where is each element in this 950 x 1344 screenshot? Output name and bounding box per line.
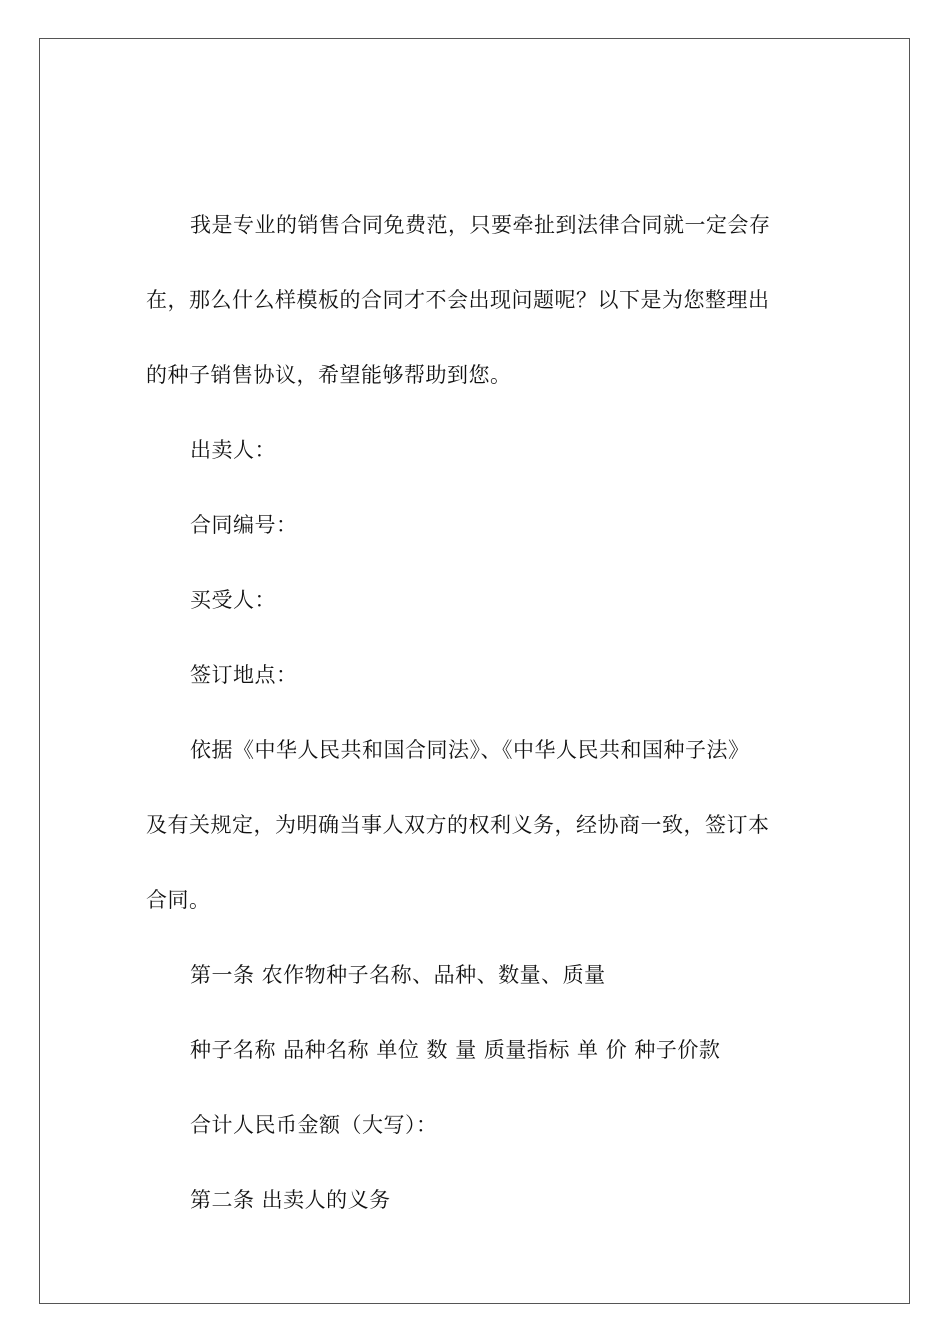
total-amount-label: 合计人民币金额（大写）：: [190, 1113, 438, 1137]
paragraph-intro-line-1: 我是专业的销售合同免费范，只要牵扯到法律合同就一定会存: [190, 213, 771, 237]
document-body: [146, 188, 796, 1238]
seller-field-label: 出卖人：: [190, 438, 276, 462]
paragraph-intro-line-2: 在，那么什么样模板的合同才不会出现问题呢？以下是为您整理出: [146, 288, 770, 312]
legal-basis-line-1: 依据《中华人民共和国合同法》、《中华人民共和国种子法》: [190, 738, 750, 762]
paragraph-intro-line-3: 的种子销售协议，希望能够帮助到您。: [146, 363, 512, 387]
legal-basis-line-2: 及有关规定，为明确当事人双方的权利义务，经协商一致，签订本: [146, 813, 770, 837]
seed-table-header: 种子名称 品种名称 单位 数 量 质量指标 单 价 种子价款: [190, 1038, 721, 1062]
legal-basis-line-3: 合同。: [146, 888, 211, 912]
article-2-heading: 第二条 出卖人的义务: [190, 1188, 391, 1212]
article-1-heading: 第一条 农作物种子名称、品种、数量、质量: [190, 963, 606, 987]
signing-place-label: 签订地点：: [190, 663, 298, 687]
contract-number-label: 合同编号：: [190, 513, 298, 537]
buyer-field-label: 买受人：: [190, 588, 276, 612]
